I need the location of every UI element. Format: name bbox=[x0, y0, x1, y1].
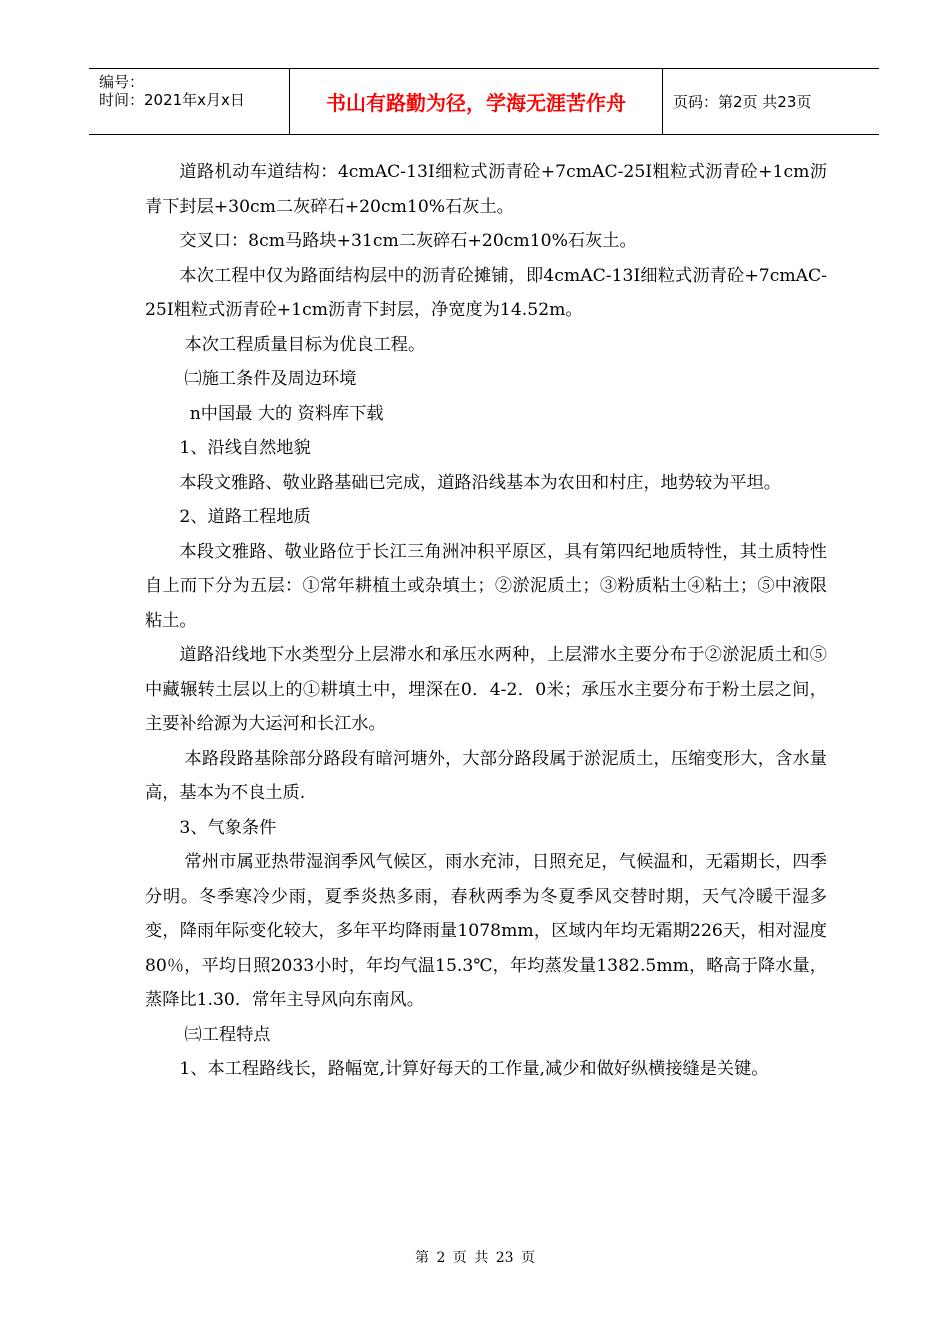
paragraph-feature-1: 1、本工程路线长，路幅宽,计算好每天的工作量,减少和做好纵横接缝是关键。 bbox=[179, 1059, 769, 1079]
paragraph-scope: 本次工程中仅为路面结构层中的沥青砼摊铺，即4cmAC-13I细粒式沥青砼+7cmAC-25I粗粒式沥青砼+1cm沥青下封层，净宽度为14.52m。 bbox=[145, 265, 827, 320]
subheading-climate: 3、气象条件 bbox=[179, 817, 277, 838]
section-heading-conditions: ㈡施工条件及周边环境 bbox=[184, 369, 357, 389]
paragraph-landform: 本段文雅路、敬业路基础已完成，道路沿线基本为农田和村庄，地势较为平坦。 bbox=[179, 472, 781, 493]
paragraph-geology: 本段文雅路、敬业路位于长江三角洲冲积平原区，具有第四纪地质特性，其土质特性自上而下分为五层：①常年耕植土或杂填土；②淤泥质土；③粉质粘土④粘土；⑤中液限粘土。 bbox=[145, 541, 827, 631]
page-footer: 第 2 页 共 23 页 bbox=[415, 1250, 535, 1266]
subheading-landform: 1、沿线自然地貌 bbox=[179, 438, 311, 458]
paragraph-intersection: 交叉口：8cm马路块+31cm二灰碎石+20cm10%石灰土。 bbox=[179, 231, 637, 251]
section-heading-features: ㈢工程特点 bbox=[184, 1024, 271, 1045]
paragraph-subgrade: 本路段路基除部分路段有暗河塘外，大部分路段属于淤泥质土，压缩变形大，含水量高，基本为不良土质. bbox=[145, 748, 827, 803]
paragraph-groundwater: 道路沿线地下水类型分上层滞水和承压水两种，上层滞水主要分布于②淤泥质土和⑤中藏辗转土层以上的①耕填土中，埋深在0．4-2．0米；承压水主要分布于粉土层之间，主要补给源为大运河和长江水。 bbox=[145, 645, 827, 734]
header-info-cell bbox=[89, 69, 290, 134]
paragraph-quality-goal: 本次工程质量目标为优良工程。 bbox=[184, 334, 426, 355]
paragraph-road-structure: 道路机动车道结构：4cmAC-13I细粒式沥青砼+7cmAC-25I粗粒式沥青砼+1cm沥青下封层+30cm二灰碎石+20cm10%石灰土。 bbox=[145, 162, 827, 217]
header-page-info: 页码：第2页 共23页 bbox=[673, 93, 812, 111]
doc-number-label: 编号： bbox=[99, 73, 145, 91]
paragraph-climate: 常州市属亚热带湿润季风气候区，雨水充沛，日照充足，气候温和，无霜期长，四季分明。冬季寒冷少雨，夏季炎热多雨，春秋两季为冬夏季风交替时期，天气冷暖干湿多变，降雨年际变化较大，多年平均降雨量1078mm，区域内年均无霜期226天，相对湿度80％，平均日照2033小时，年均气温15.3℃，年均蒸发量1382.5mm，略高于降水量，蒸降比1.30．常年主导风向东南风。 bbox=[145, 852, 827, 1010]
header-motto: 书山有路勤为径，学海无涯苦作舟 bbox=[290, 69, 663, 134]
paragraph-watermark-note: n中国最 大的 资料库下载 bbox=[189, 403, 384, 424]
page-header bbox=[89, 68, 879, 135]
document-body bbox=[145, 155, 827, 1087]
time-label: 时间：2021年x月x日 bbox=[99, 91, 245, 109]
subheading-geology: 2、道路工程地质 bbox=[179, 507, 311, 527]
